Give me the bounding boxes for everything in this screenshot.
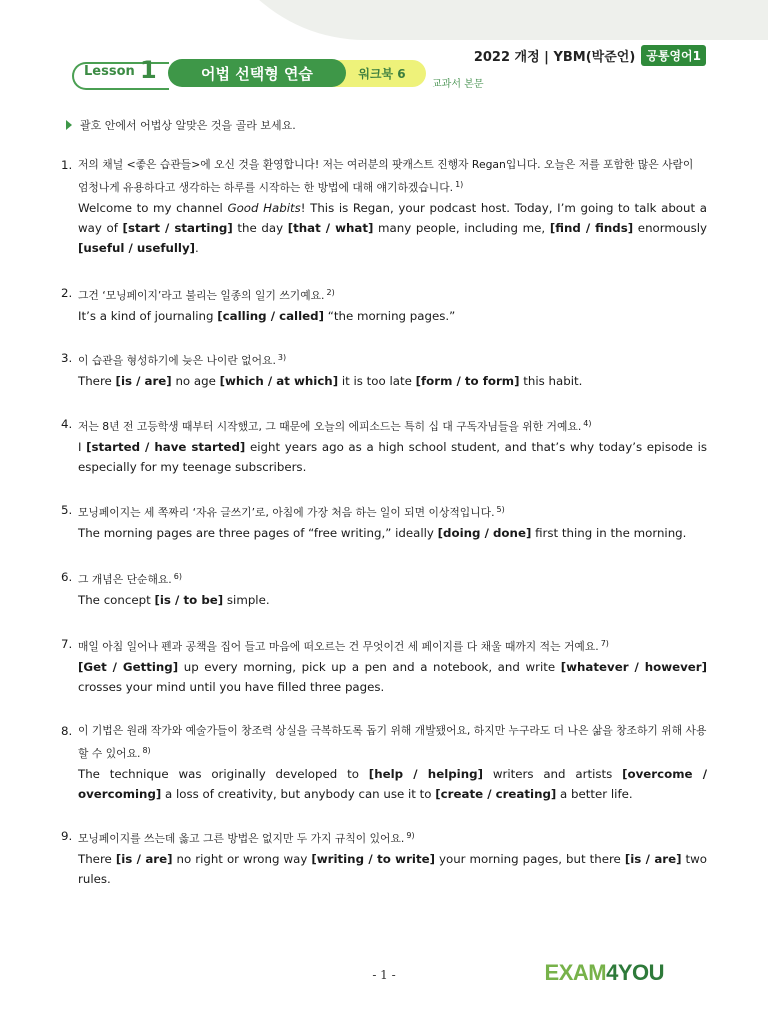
footnote-marker: 1) — [455, 180, 464, 189]
textbook-label: 교과서 본문 — [432, 79, 484, 90]
footnote-marker: 9) — [406, 831, 415, 840]
question-body — [78, 826, 707, 889]
sentence-text: your morning pages, but there — [434, 852, 625, 866]
korean-sentence — [78, 500, 707, 523]
sentence-text: “the morning pages.” — [324, 309, 456, 323]
korean-text: 이 기법은 원래 작가와 예술가들이 창조력 상실을 극복하도록 돕기 위해 개발됐어요, 하지만 누구라도 더 나은 삶을 창조하기 위해 사용할 수 있어요. — [78, 724, 707, 760]
question-item — [61, 414, 707, 477]
korean-sentence — [78, 155, 707, 198]
footnote-marker: 3) — [277, 353, 287, 362]
sentence-text: The technique was originally developed to — [78, 767, 369, 781]
sentence-text: two rules. — [78, 852, 708, 886]
page-number: - 1 - — [372, 968, 396, 982]
sentence-text: a loss of creativity, but anybody can use it to — [161, 787, 436, 801]
sentence-text: it is too late — [338, 374, 416, 388]
grammar-choice: [is / are] — [624, 852, 682, 866]
instruction — [66, 117, 296, 133]
english-sentence — [78, 306, 707, 326]
grammar-choice: [form / to form] — [415, 374, 520, 388]
question-item — [61, 155, 707, 258]
english-sentence — [78, 371, 707, 391]
grammar-choice: [doing / done] — [437, 526, 532, 540]
korean-text: 그건 ‘모닝페이지’라고 불리는 일종의 일기 쓰기예요. — [78, 289, 325, 302]
sentence-text: first thing in the morning. — [531, 526, 687, 540]
korean-text: 이 습관을 형성하기에 늦은 나이란 없어요. — [78, 354, 276, 367]
question-number: 3. — [61, 351, 73, 365]
question-number: 8. — [61, 724, 73, 738]
question-body — [78, 155, 707, 258]
question-item — [61, 567, 707, 610]
korean-text: 저의 채널 <좋은 습관들>에 오신 것을 환영합니다! 저는 여러분의 팟캐스트 진행자 Regan입니다. 오늘은 저를 포함한 많은 사람이 엄청나게 유용하다고 생각하는 하루를 시작하는 한 방법에 대해 얘기하겠습니다. — [78, 158, 694, 194]
grammar-choice: [whatever / however] — [560, 660, 708, 674]
question-item — [61, 500, 707, 543]
sentence-text: . — [195, 241, 199, 255]
question-number: 9. — [61, 829, 73, 843]
grammar-choice: [start / starting] — [122, 221, 233, 235]
question-body — [78, 567, 707, 610]
grammar-choice: [which / at which] — [219, 374, 339, 388]
grammar-choice: [is / are] — [115, 374, 172, 388]
korean-sentence — [78, 283, 707, 306]
footnote-marker: 5) — [496, 505, 505, 514]
korean-text: 매일 아침 일어나 펜과 공책을 집어 들고 마음에 떠오르는 건 무엇이건 세 페이지를 다 채울 때까지 적는 거예요. — [78, 640, 599, 653]
grammar-choice: [create / creating] — [435, 787, 557, 801]
sentence-text: There — [78, 374, 116, 388]
edition-badge: 공통영어1 — [641, 45, 706, 66]
question-number: 6. — [61, 570, 73, 584]
english-sentence — [78, 764, 707, 804]
header-background-shape — [205, 0, 768, 40]
question-number: 2. — [61, 286, 73, 300]
sentence-text: this habit. — [519, 374, 583, 388]
lesson-number: 1 — [140, 56, 157, 84]
question-body — [78, 500, 707, 543]
question-item — [61, 826, 707, 889]
grammar-choice: [that / what] — [287, 221, 374, 235]
question-item — [61, 283, 707, 326]
lesson-label: Lesson — [84, 64, 135, 79]
instruction-text: 괄호 안에서 어법상 알맞은 것을 골라 보세요. — [80, 119, 296, 132]
footnote-marker: 6) — [173, 572, 182, 581]
channel-name: Good Habits — [227, 201, 301, 215]
question-number: 4. — [61, 417, 73, 431]
brand-logo — [545, 960, 664, 986]
footnote-marker: 7) — [600, 639, 609, 648]
question-body — [78, 348, 707, 391]
grammar-choice: [Get / Getting] — [78, 660, 179, 674]
english-sentence — [78, 849, 707, 889]
sentence-text: no age — [171, 374, 220, 388]
english-sentence — [78, 657, 707, 697]
english-sentence — [78, 590, 707, 610]
korean-sentence — [78, 826, 707, 849]
sentence-text: up every morning, pick up a pen and a notebook, and write — [178, 660, 561, 674]
korean-sentence — [78, 567, 707, 590]
korean-sentence — [78, 634, 707, 657]
sentence-text: a better life. — [556, 787, 633, 801]
footnote-marker: 2) — [326, 288, 335, 297]
question-item — [61, 348, 707, 391]
korean-text: 저는 8년 전 고등학생 때부터 시작했고, 그 때문에 오늘의 에피소드는 특히 십 대 구독자님들을 위한 거예요. — [78, 420, 582, 433]
grammar-choice: [useful / usefully] — [78, 241, 196, 255]
question-item — [61, 634, 707, 697]
sentence-text: The concept — [78, 593, 155, 607]
sentence-text: I — [78, 440, 87, 454]
grammar-choice: [find / finds] — [549, 221, 634, 235]
grammar-choice: [help / helping] — [368, 767, 483, 781]
sentence-text: The morning pages are three pages of “free writing,” ideally — [78, 526, 438, 540]
korean-text: 모닝페이지를 쓰는데 옳고 그른 방법은 없지만 두 가지 규칙이 있어요. — [78, 832, 405, 845]
workbook-tag: 워크북 6 — [330, 60, 426, 87]
question-body — [78, 414, 707, 477]
question-body — [78, 634, 707, 697]
sentence-text: eight years ago as a high school student, and that’s why today’s episode is especially for my teenage subscribers. — [78, 440, 707, 474]
sentence-text: Welcome to my channel — [78, 201, 228, 215]
sentence-text: crosses your mind until you have filled three pages. — [78, 680, 385, 694]
question-item — [61, 721, 707, 804]
question-body — [78, 721, 707, 804]
grammar-choice: [is / are] — [115, 852, 173, 866]
sentence-text: many people, including me, — [373, 221, 550, 235]
korean-text: 그 개념은 단순해요. — [78, 573, 172, 586]
english-sentence — [78, 437, 707, 477]
footnote-marker: 4) — [583, 419, 592, 428]
korean-sentence — [78, 348, 707, 371]
grammar-choice: [is / to be] — [154, 593, 224, 607]
brand-logo-part: EXAM — [544, 960, 607, 985]
grammar-choice: [started / have started] — [86, 440, 246, 454]
korean-sentence — [78, 721, 707, 764]
question-number: 7. — [61, 637, 73, 651]
sentence-text: the day — [232, 221, 288, 235]
question-number: 5. — [61, 503, 73, 517]
grammar-choice: [writing / to write] — [311, 852, 435, 866]
worksheet-title: 어법 선택형 연습 — [168, 59, 346, 87]
sentence-text: enormously — [633, 221, 707, 235]
brand-logo-part: 4YOU — [606, 960, 664, 985]
sentence-text: It’s a kind of journaling — [78, 309, 218, 323]
english-sentence — [78, 523, 707, 543]
english-sentence — [78, 198, 707, 258]
edition-text: 2022 개정 | YBM(박준언) — [473, 50, 636, 65]
sentence-text: writers and artists — [482, 767, 623, 781]
sentence-text: simple. — [223, 593, 270, 607]
grammar-choice: [calling / called] — [217, 309, 324, 323]
question-body — [78, 283, 707, 326]
korean-text: 모닝페이지는 세 쪽짜리 ‘자유 글쓰기’로, 아침에 가장 처음 하는 일이 되면 이상적입니다. — [78, 506, 495, 519]
sentence-text: There — [78, 852, 116, 866]
korean-sentence — [78, 414, 707, 437]
grammar-choice: [overcome / overcoming] — [78, 767, 708, 801]
footnote-marker: 8) — [142, 746, 151, 755]
sentence-text: no right or wrong way — [172, 852, 312, 866]
edition-line — [474, 45, 706, 66]
question-number: 1. — [61, 158, 73, 172]
triangle-bullet-icon — [66, 120, 72, 130]
sentence-text: ! This is Regan, your podcast host. Today, I’m going to talk about a way of — [78, 201, 707, 235]
